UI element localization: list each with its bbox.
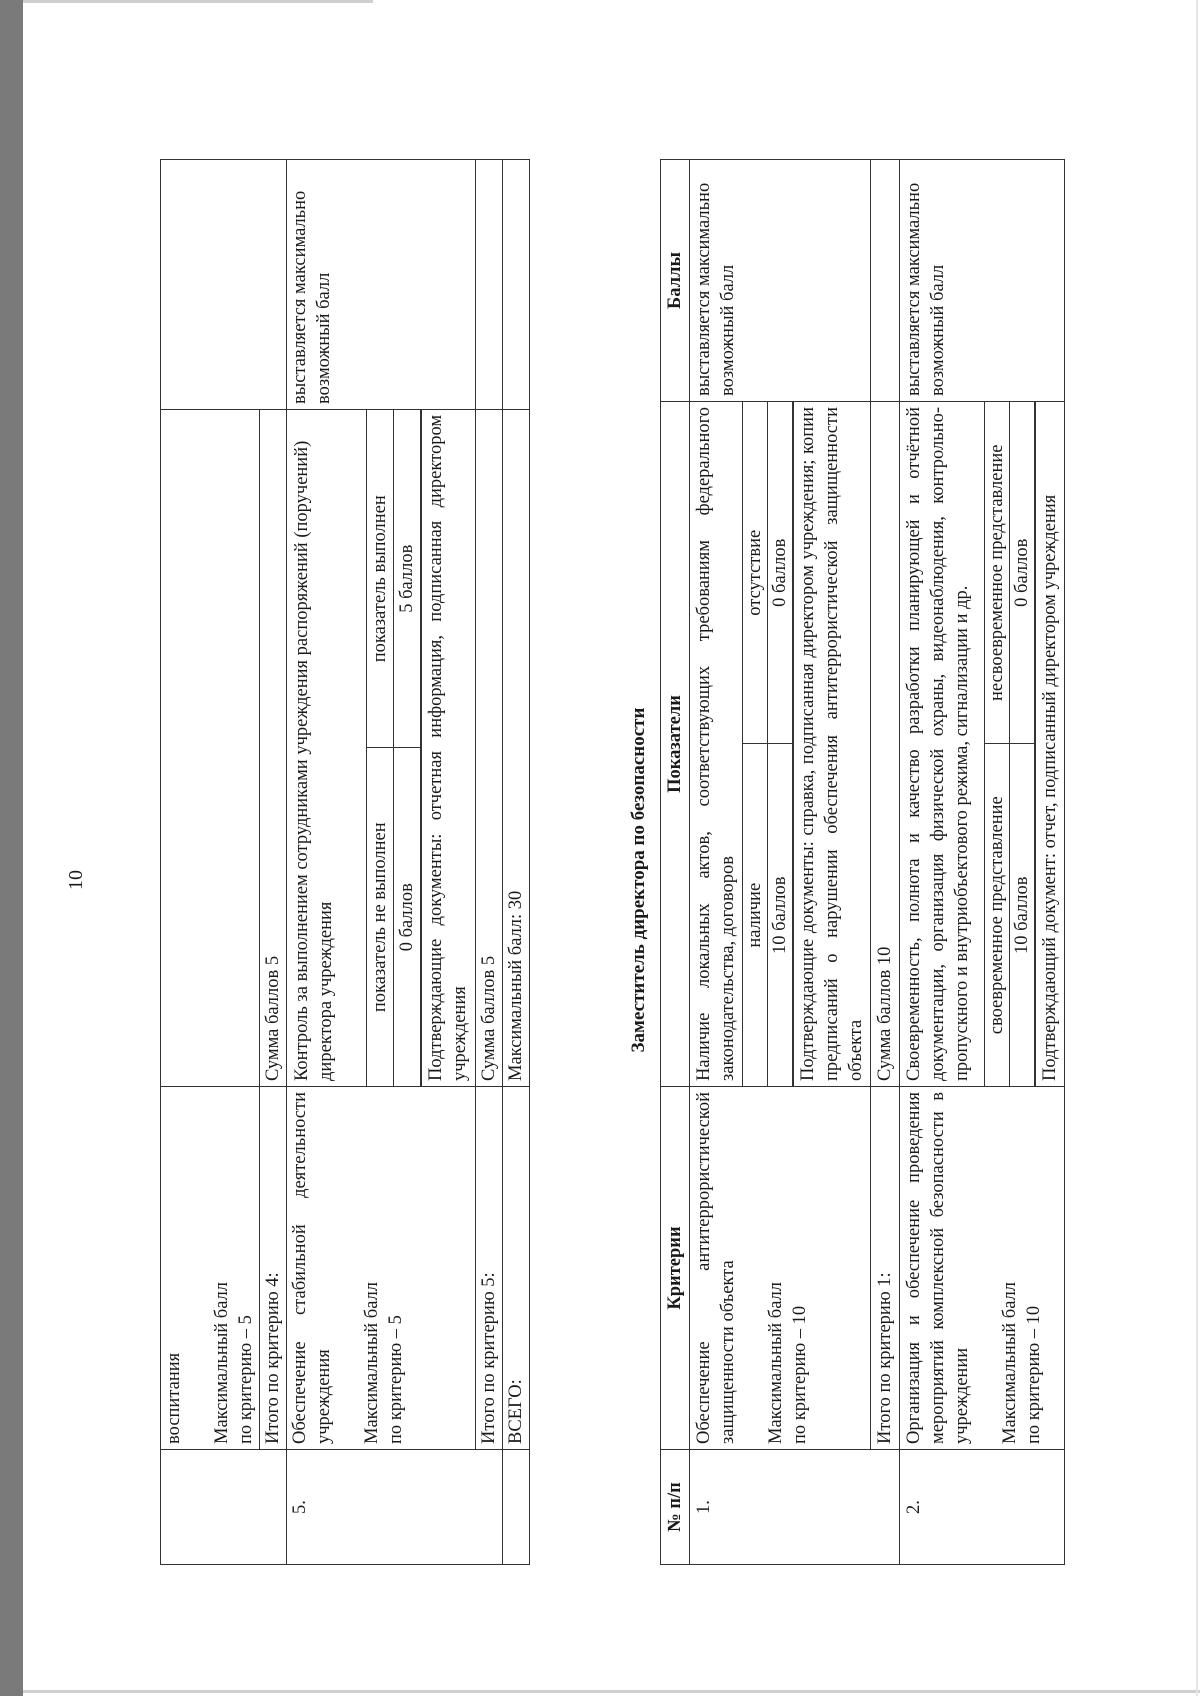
criterion-text: Обеспечение антитеррористической защищенности объекта	[694, 1092, 738, 1444]
num-cell	[161, 1450, 260, 1565]
max-score-value: по критерию – 5	[236, 1315, 256, 1444]
page-number: 10	[65, 870, 87, 890]
row-number: 2.	[900, 1450, 1065, 1565]
points-cell	[161, 159, 260, 409]
option-label: показатель выполнен	[367, 410, 394, 748]
criterion-text: Обеспечение стабильной деятельности учреждения	[290, 1092, 334, 1444]
criterion-cell	[690, 1087, 871, 1450]
supporting-docs: Подтверждающие документы: справка, подписанная директором учреждения; копии предписаний о нарушении обеспечения антитеррористической защищенности объекта	[793, 402, 870, 1086]
option-label: несвоевременное представление	[985, 402, 1010, 744]
option-score: 0 баллов	[768, 402, 793, 744]
table-row	[871, 160, 900, 1565]
points-text: выставляется максимально возможный балл	[900, 160, 1065, 402]
header-row	[661, 160, 690, 1565]
table-row	[690, 160, 871, 1565]
option-score: 10 баллов	[1010, 744, 1035, 1086]
grand-total-label: ВСЕГО:	[503, 1087, 530, 1450]
supporting-docs: Подтверждающий документ: отчет, подписанный директором учреждения	[1035, 402, 1064, 1086]
num-cell	[260, 1450, 287, 1565]
criterion-cell	[161, 1087, 260, 1450]
indicator-cell	[287, 409, 476, 1086]
header-points: Баллы	[661, 160, 690, 402]
viewer-right-edge	[1196, 0, 1198, 1696]
indicator-text: Наличие локальных актов, соответствующих требованиям федерального законодательства, договоров	[694, 407, 738, 1081]
row-number: 1.	[690, 1450, 900, 1565]
option-score: 10 баллов	[768, 744, 793, 1086]
table-row	[476, 159, 503, 1564]
max-score-label: Максимальный балл	[212, 1281, 232, 1444]
max-score-label: Максимальный балл	[766, 1281, 786, 1444]
option-score: 5 баллов	[394, 410, 421, 748]
points-cell	[871, 160, 900, 402]
criterion-text: воспитания	[164, 1352, 184, 1444]
score-options	[742, 402, 793, 1086]
total-label: Итого по критерию 4:	[260, 1087, 287, 1450]
total-label: Итого по критерию 5:	[476, 1087, 503, 1450]
rotated-page	[10, 100, 1110, 1660]
total-sum: Сумма баллов 5	[260, 409, 287, 1086]
table-row	[287, 159, 476, 1564]
option-label: своевременное представление	[985, 744, 1010, 1086]
points-cell	[476, 159, 503, 409]
safety-criteria-table	[660, 159, 1065, 1565]
option-score: 0 баллов	[394, 748, 421, 1086]
total-label: Итого по критерию 1:	[871, 1087, 900, 1450]
criteria-table-continued	[160, 159, 530, 1565]
max-score-value: по критерию – 5	[386, 1315, 406, 1444]
table-row	[503, 159, 530, 1564]
header-criteria: Критерии	[661, 1087, 690, 1450]
points-text: выставляется максимально возможный балл	[690, 160, 871, 402]
indicator-cell	[900, 402, 1065, 1087]
score-options	[366, 410, 421, 1086]
viewer-top-edge	[23, 0, 373, 3]
points-text: выставляется максимально возможный балл	[287, 159, 476, 409]
max-score-label: Максимальный балл	[362, 1281, 382, 1444]
indicator-cell	[161, 409, 260, 1086]
max-score-label: Максимальный балл	[1000, 1281, 1020, 1444]
indicator-cell	[690, 402, 871, 1087]
indicator-text: Своевременность, полнота и качество разработки планирующей и отчётной документации, организация физической охраны, видеонаблюдения, контрольно-пропускного и внутриобъектового режима, сигнализации и др.	[904, 407, 972, 1081]
total-sum: Сумма баллов 5	[476, 409, 503, 1086]
criterion-cell	[287, 1087, 476, 1450]
grand-total-value: Максимальный балл: 30	[503, 409, 530, 1086]
criterion-cell	[900, 1087, 1065, 1450]
points-cell	[503, 159, 530, 409]
table-row	[161, 159, 260, 1564]
viewer-bottom-edge	[23, 1690, 1200, 1693]
supporting-docs: Подтверждающие документы: отчетная информация, подписанная директором учреждения	[421, 410, 474, 1086]
section-title: Заместитель директора по безопасности	[628, 707, 649, 1053]
option-label: показатель не выполнен	[367, 748, 394, 1086]
total-sum: Сумма баллов 10	[871, 402, 900, 1087]
option-label: отсутствие	[743, 402, 768, 744]
row-number: 5.	[287, 1450, 503, 1565]
table-row	[260, 159, 287, 1564]
criterion-text: Организация и обеспечение проведения мероприятий комплексной безопасности в учреждении	[904, 1092, 972, 1444]
table-row	[900, 160, 1065, 1565]
indicator-text: Контроль за выполнением сотрудниками учреждения распоряжений (поручений) директора учреждения	[292, 440, 336, 1081]
option-label: наличие	[743, 744, 768, 1086]
option-score: 0 баллов	[1010, 402, 1035, 744]
header-indicators: Показатели	[661, 402, 690, 1087]
num-cell	[503, 1450, 530, 1565]
points-cell	[260, 159, 287, 409]
max-score-value: по критерию – 10	[790, 1305, 810, 1444]
header-num: № п/п	[661, 1450, 690, 1565]
max-score-value: по критерию – 10	[1024, 1305, 1044, 1444]
score-options	[984, 402, 1035, 1086]
